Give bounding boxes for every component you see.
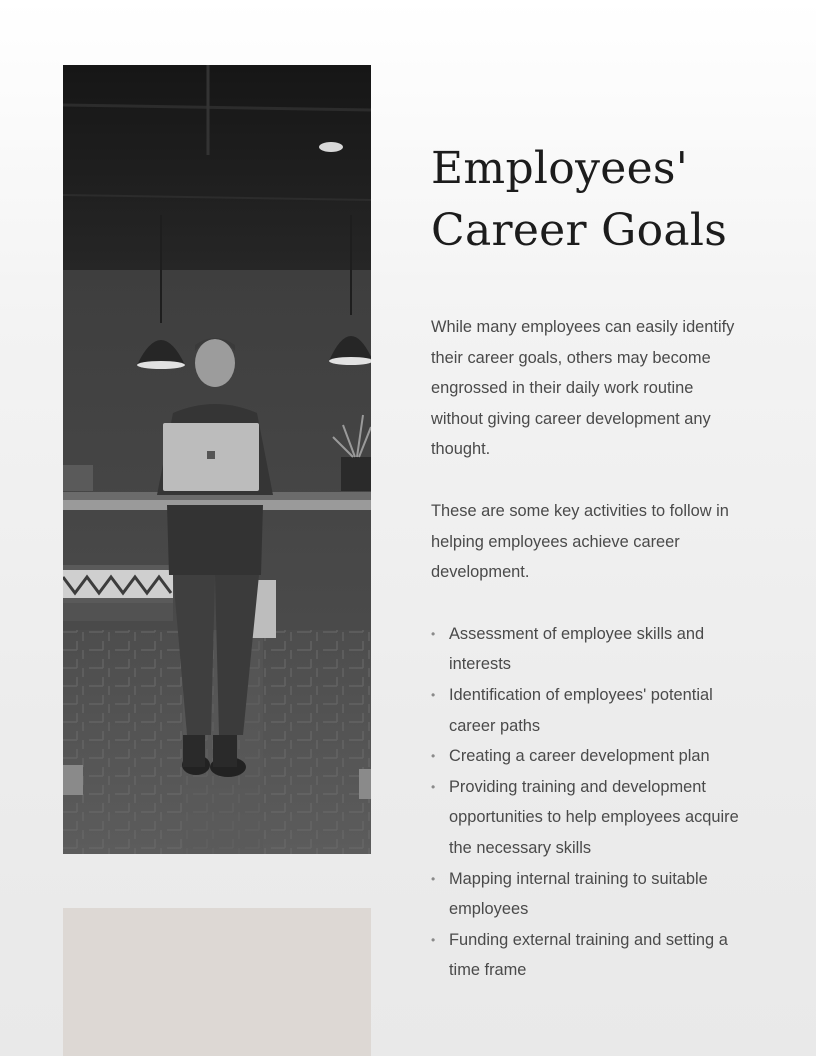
bullet-icon: •	[431, 626, 436, 641]
list-item-text: Mapping internal training to suitable employees	[449, 869, 708, 919]
hero-photo-man-at-standing-desk	[63, 65, 371, 854]
list-item-text: Funding external training and setting a time frame	[449, 930, 728, 980]
bullet-icon: •	[431, 687, 436, 702]
list-item	[431, 925, 741, 986]
activities-paragraph: These are some key activities to follow in helping employees achieve career development.	[431, 501, 729, 582]
list-item-text: Identification of employees' potential career paths	[449, 685, 713, 735]
activities-list	[431, 619, 741, 986]
list-item-text: Assessment of employee skills and interests	[449, 624, 705, 674]
bullet-icon: •	[431, 932, 436, 947]
list-item	[431, 864, 741, 925]
beige-color-block	[63, 908, 371, 1056]
title-line-1: Employees'	[431, 143, 689, 194]
list-item	[431, 619, 741, 680]
list-item	[431, 772, 741, 864]
page-title	[431, 138, 741, 262]
photo-illustration	[63, 65, 371, 854]
bullet-icon: •	[431, 749, 436, 764]
intro-paragraph: While many employees can easily identify their career goals, others may become engrossed in their daily work routine without giving career development any thought.	[431, 318, 735, 459]
title-line-2: Career Goals	[431, 205, 728, 256]
list-item-text: Creating a career development plan	[449, 747, 710, 766]
list-item	[431, 741, 741, 772]
main-content	[431, 138, 741, 986]
list-item-text: Providing training and development opportunities to help employees acquire the necessary skills	[449, 777, 739, 857]
bullet-icon: •	[431, 871, 436, 886]
list-item	[431, 680, 741, 741]
bullet-icon: •	[431, 779, 436, 794]
